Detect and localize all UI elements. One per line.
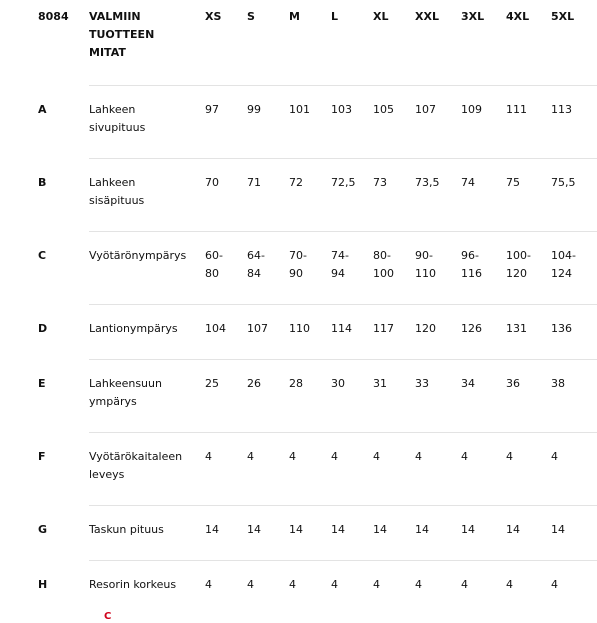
value-line: 4 (551, 578, 558, 591)
value-line: 64- (247, 249, 265, 262)
value-line: 124 (551, 267, 572, 280)
size-value-m (289, 561, 331, 623)
value-line: 33 (415, 377, 429, 390)
size-value-l (331, 86, 373, 159)
table-row (0, 360, 597, 433)
value-line: 104 (205, 322, 226, 335)
footnote-mark: C (104, 611, 112, 622)
size-value-5xl (551, 232, 597, 305)
size-value-xxl (415, 506, 461, 561)
size-value-s (247, 232, 289, 305)
size-value-3xl (461, 86, 506, 159)
value-line: 71 (247, 176, 261, 189)
row-label-line: Lahkeen (89, 103, 136, 116)
row-label-line: Resorin korkeus (89, 578, 177, 591)
row-label-line: Taskun pituus (89, 523, 164, 536)
row-code: D (38, 321, 48, 335)
value-line: 4 (373, 578, 380, 591)
value-line: 74 (461, 176, 475, 189)
size-value-xl (373, 159, 415, 232)
size-value-xl (373, 561, 415, 623)
size-header-xl: XL (373, 10, 389, 23)
value-line: 74- (331, 249, 349, 262)
size-header-l: L (331, 10, 339, 23)
size-value-s (247, 86, 289, 159)
size-value-xs (205, 86, 247, 159)
value-line: 120 (415, 322, 436, 335)
size-value-xs (205, 506, 247, 561)
size-value-5xl (551, 159, 597, 232)
value-line: 72 (289, 176, 303, 189)
value-line: 4 (461, 578, 468, 591)
size-value-5xl (551, 561, 597, 623)
row-label-line: Vyötärökaitaleen (89, 450, 183, 463)
size-value-5xl (551, 360, 597, 433)
value-line: 4 (331, 578, 338, 591)
value-line: 14 (289, 523, 303, 536)
size-value-4xl (506, 506, 551, 561)
size-value-xxl (415, 305, 461, 360)
size-value-3xl (461, 305, 506, 360)
row-label-line: ympärys (89, 395, 137, 408)
size-value-xxl (415, 360, 461, 433)
value-line: 75 (506, 176, 520, 189)
value-line: 111 (506, 103, 527, 116)
value-line: 72,5 (331, 176, 356, 189)
size-value-l (331, 561, 373, 623)
size-value-s (247, 561, 289, 623)
value-line: 4 (373, 450, 380, 463)
size-value-l (331, 360, 373, 433)
value-line: 14 (415, 523, 429, 536)
row-label (89, 506, 205, 561)
value-line: 70- (289, 249, 307, 262)
size-value-s (247, 305, 289, 360)
value-line: 4 (289, 578, 296, 591)
value-line: 4 (205, 450, 212, 463)
table-row (0, 506, 597, 561)
size-value-xs (205, 433, 247, 506)
table-row (0, 561, 597, 623)
size-value-xl (373, 305, 415, 360)
value-line: 117 (373, 322, 394, 335)
value-line: 73 (373, 176, 387, 189)
row-label (89, 232, 205, 305)
size-value-4xl (506, 305, 551, 360)
heading-line: TUOTTEEN (89, 28, 155, 41)
size-value-l (331, 159, 373, 232)
value-line: 14 (461, 523, 475, 536)
size-header-4xl: 4XL (506, 10, 530, 23)
size-value-3xl (461, 506, 506, 561)
value-line: 4 (247, 450, 254, 463)
row-label-line: leveys (89, 468, 125, 481)
size-value-l (331, 305, 373, 360)
value-line: 28 (289, 377, 303, 390)
size-header-xs: XS (205, 10, 222, 23)
header-row (0, 0, 597, 86)
size-value-3xl (461, 433, 506, 506)
value-line: 4 (331, 450, 338, 463)
row-label (89, 305, 205, 360)
value-line: 4 (415, 578, 422, 591)
table-row (0, 159, 597, 232)
size-value-l (331, 232, 373, 305)
value-line: 114 (331, 322, 352, 335)
size-value-xl (373, 86, 415, 159)
size-value-xl (373, 232, 415, 305)
value-line: 104- (551, 249, 576, 262)
value-line: 4 (461, 450, 468, 463)
value-line: 4 (551, 450, 558, 463)
heading-line: MITAT (89, 46, 126, 59)
size-header-s: S (247, 10, 255, 23)
row-label-line: Vyötärönympärys (89, 249, 187, 262)
value-line: 70 (205, 176, 219, 189)
value-line: 14 (331, 523, 345, 536)
value-line: 4 (289, 450, 296, 463)
size-value-xs (205, 360, 247, 433)
value-line: 38 (551, 377, 565, 390)
value-line: 26 (247, 377, 261, 390)
row-label-line: Lahkeen (89, 176, 136, 189)
size-value-3xl (461, 159, 506, 232)
table-row (0, 86, 597, 159)
size-value-4xl (506, 232, 551, 305)
value-line: 113 (551, 103, 572, 116)
size-value-xs (205, 305, 247, 360)
value-line: 101 (289, 103, 310, 116)
value-line: 4 (205, 578, 212, 591)
size-value-4xl (506, 360, 551, 433)
size-header-3xl: 3XL (461, 10, 485, 23)
size-value-3xl (461, 360, 506, 433)
size-value-s (247, 360, 289, 433)
value-line: 90- (415, 249, 433, 262)
value-line: 136 (551, 322, 572, 335)
size-value-4xl (506, 561, 551, 623)
size-value-l (331, 506, 373, 561)
value-line: 120 (506, 267, 527, 280)
size-value-xl (373, 433, 415, 506)
size-value-xxl (415, 561, 461, 623)
value-line: 31 (373, 377, 387, 390)
value-line: 103 (331, 103, 352, 116)
row-label (89, 360, 205, 433)
size-header-xxl: XXL (415, 10, 439, 23)
size-value-m (289, 159, 331, 232)
size-value-4xl (506, 86, 551, 159)
value-line: 14 (205, 523, 219, 536)
value-line: 97 (205, 103, 219, 116)
row-label-line: Lantionympärys (89, 322, 178, 335)
value-line: 14 (506, 523, 520, 536)
row-label (89, 159, 205, 232)
size-value-4xl (506, 159, 551, 232)
size-value-m (289, 433, 331, 506)
row-code: C (38, 248, 47, 262)
row-code: A (38, 102, 47, 116)
size-value-5xl (551, 433, 597, 506)
value-line: 94 (331, 267, 345, 280)
value-line: 131 (506, 322, 527, 335)
table-row (0, 305, 597, 360)
size-value-m (289, 360, 331, 433)
value-line: 90 (289, 267, 303, 280)
size-value-xs (205, 232, 247, 305)
size-value-xxl (415, 159, 461, 232)
value-line: 36 (506, 377, 520, 390)
row-label-line: sivupituus (89, 121, 146, 134)
size-value-3xl (461, 232, 506, 305)
row-label-line: Lahkeensuun (89, 377, 162, 390)
value-line: 80 (205, 267, 219, 280)
size-value-5xl (551, 86, 597, 159)
size-value-m (289, 506, 331, 561)
value-line: 126 (461, 322, 482, 335)
size-value-xxl (415, 86, 461, 159)
value-line: 99 (247, 103, 261, 116)
table-row (0, 232, 597, 305)
value-line: 14 (551, 523, 565, 536)
value-line: 73,5 (415, 176, 440, 189)
size-value-m (289, 86, 331, 159)
value-line: 100 (373, 267, 394, 280)
row-code: G (38, 522, 48, 536)
value-line: 110 (415, 267, 436, 280)
value-line: 80- (373, 249, 391, 262)
size-value-xs (205, 561, 247, 623)
value-line: 105 (373, 103, 394, 116)
value-line: 110 (289, 322, 310, 335)
row-code: B (38, 175, 47, 189)
size-value-xxl (415, 232, 461, 305)
size-value-m (289, 232, 331, 305)
size-header (0, 0, 597, 86)
size-value-m (289, 305, 331, 360)
measurements-heading (89, 0, 205, 86)
size-value-s (247, 433, 289, 506)
row-code: E (38, 376, 46, 390)
value-line: 4 (415, 450, 422, 463)
size-header-m: M (289, 10, 300, 23)
row-code: H (38, 577, 48, 591)
value-line: 109 (461, 103, 482, 116)
size-value-s (247, 506, 289, 561)
size-value-s (247, 159, 289, 232)
row-label (89, 433, 205, 506)
row-label (89, 86, 205, 159)
table-body (0, 86, 597, 623)
value-line: 30 (331, 377, 345, 390)
heading-line: VALMIIN (89, 10, 141, 23)
value-line: 25 (205, 377, 219, 390)
size-value-xxl (415, 433, 461, 506)
value-line: 107 (247, 322, 268, 335)
row-label-line: sisäpituus (89, 194, 145, 207)
value-line: 100- (506, 249, 531, 262)
value-line: 34 (461, 377, 475, 390)
value-line: 4 (247, 578, 254, 591)
size-value-5xl (551, 305, 597, 360)
size-value-4xl (506, 433, 551, 506)
size-value-l (331, 433, 373, 506)
size-header-5xl: 5XL (551, 10, 575, 23)
value-line: 4 (506, 578, 513, 591)
value-line: 107 (415, 103, 436, 116)
size-value-xl (373, 506, 415, 561)
value-line: 84 (247, 267, 261, 280)
value-line: 96- (461, 249, 479, 262)
size-value-xl (373, 360, 415, 433)
product-code-header: 8084 (38, 10, 69, 23)
table-row (0, 433, 597, 506)
value-line: 75,5 (551, 176, 576, 189)
value-line: 116 (461, 267, 482, 280)
size-value-5xl (551, 506, 597, 561)
value-line: 60- (205, 249, 223, 262)
size-value-xs (205, 159, 247, 232)
value-line: 4 (506, 450, 513, 463)
value-line: 14 (373, 523, 387, 536)
row-code: F (38, 449, 46, 463)
value-line: 14 (247, 523, 261, 536)
size-value-3xl (461, 561, 506, 623)
